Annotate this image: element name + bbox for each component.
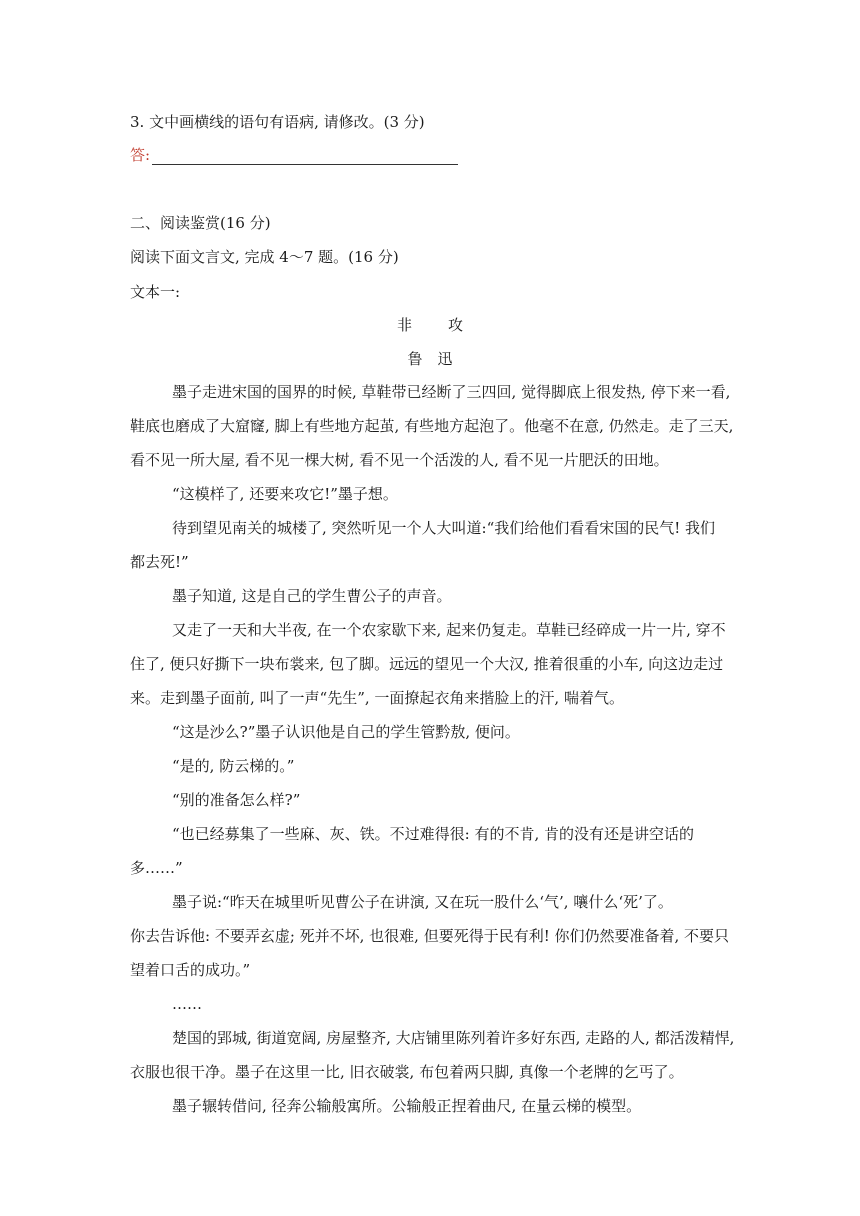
answer-row	[130, 145, 458, 165]
passage-line: 你去告诉他: 不要弄玄虚; 死并不坏, 也很难, 但要死得于民有利! 你们仍然要准备着, 不要只	[130, 927, 730, 945]
passage-line: 墨子走进宋国的国界的时候, 草鞋带已经断了三四回, 觉得脚底上很发热, 停下来一看,	[172, 383, 731, 401]
passage-line: 墨子知道, 这是自己的学生曹公子的声音。	[172, 587, 452, 605]
passage-line: 墨子辗转借问, 径奔公输般寓所。公输般正捏着曲尺, 在量云梯的模型。	[172, 1097, 642, 1115]
passage-line: 又走了一天和大半夜, 在一个农家歇下来, 起来仍复走。草鞋已经碎成一片一片, 穿不	[172, 621, 726, 639]
passage-line: 都去死!”	[130, 553, 189, 571]
passage-title-part1: 非	[396, 316, 412, 334]
passage-line: “这模样了, 还要来攻它!”墨子想。	[172, 485, 398, 503]
passage-title-part2: 攻	[448, 316, 464, 334]
passage-line: “也已经募集了一些麻、灰、铁。不过难得很: 有的不肯, 肯的没有还是讲空话的	[172, 825, 695, 843]
passage-line: 待到望见南关的城楼了, 突然听见一个人大叫道:“我们给他们看看宋国的民气! 我们	[172, 519, 716, 537]
passage-line: 鞋底也磨成了大窟窿, 脚上有些地方起茧, 有些地方起泡了。他毫不在意, 仍然走。走了三天,	[130, 417, 734, 435]
passage-title	[0, 315, 860, 335]
passage-line: ……	[172, 995, 202, 1013]
answer-blank[interactable]	[152, 148, 458, 165]
passage-line: 住了, 便只好撕下一块布裳来, 包了脚。远远的望见一个大汉, 推着很重的小车, 向这边走过	[130, 655, 724, 673]
passage-line: “这是沙么?”墨子认识他是自己的学生管黔敖, 便问。	[172, 723, 520, 741]
passage-line: “是的, 防云梯的。”	[172, 757, 295, 775]
passage-line: 多……”	[130, 859, 183, 877]
passage-line: “别的准备怎么样?”	[172, 791, 301, 809]
passage-line: 衣服也很干净。墨子在这里一比, 旧衣破裳, 布包着两只脚, 真像一个老牌的乞丐了。	[130, 1063, 684, 1081]
passage-author: 鲁 迅	[407, 350, 453, 368]
passage-line: 来。走到墨子面前, 叫了一声“先生”, 一面撩起衣角来揩脸上的汗, 喘着气。	[130, 689, 624, 707]
passage-line: 望着口舌的成功。”	[130, 961, 251, 979]
passage-line: 看不见一所大屋, 看不见一棵大树, 看不见一个活泼的人, 看不见一片肥沃的田地。	[130, 451, 669, 469]
section-instruction: 阅读下面文言文, 完成 4～7 题。(16 分)	[130, 248, 399, 266]
answer-label: 答:	[130, 146, 151, 164]
section-heading: 二、阅读鉴赏(16 分)	[130, 214, 271, 232]
passage-line: 楚国的郢城, 街道宽阔, 房屋整齐, 大店铺里陈列着许多好东西, 走路的人, 都活泼精悍,	[172, 1029, 735, 1047]
question-3: 3. 文中画横线的语句有语病, 请修改。(3 分)	[130, 113, 425, 131]
passage-line: 墨子说:“昨天在城里听见曹公子在讲演, 又在玩一股什么‘气’, 嚷什么‘死’了。	[172, 893, 673, 911]
text-label: 文本一:	[130, 283, 181, 301]
